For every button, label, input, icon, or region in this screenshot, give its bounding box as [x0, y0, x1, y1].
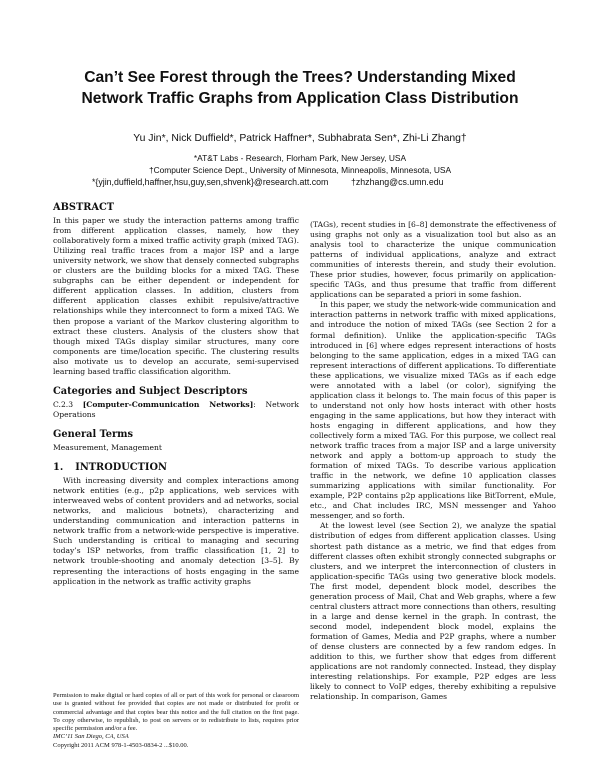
author-emails	[30, 177, 570, 189]
left-column	[53, 203, 299, 587]
terms-heading: General Terms	[53, 428, 134, 440]
categories-rest: : Network Operations	[53, 399, 300, 419]
categories-text	[53, 400, 299, 420]
categories-code: C.2.3	[53, 399, 74, 409]
affiliation-umn: †Computer Science Dept., University of Minnesota, Minneapolis, Minnesota, USA	[148, 165, 452, 175]
paper-title-line-1: Can’t See Forest through the Trees? Understanding Mixed	[84, 69, 516, 86]
copyright-text: Copyright 2011 ACM 978-1-4503-0834-2 ...$10.00.	[53, 741, 189, 749]
abstract-heading: ABSTRACT	[53, 202, 115, 213]
intro-title: INTRODUCTION	[75, 462, 167, 474]
intro-number: 1.	[53, 462, 64, 474]
permission-text: Permission to make digital or hard copies of all or part of this work for personal or classroom use is granted without fee provided that copies are not made or distributed for profit or commercial advantage and that copies bear this notice and the full citation on the first page. To copy otherwise, to republish, to post on servers or to redistribute to lists, requires prior specific permission and/or a fee.	[53, 692, 299, 733]
email-att: *{yjin,duffield,haffner,hsu,guy,sen,shvenk}@research.att.com	[92, 177, 329, 187]
intro-text: With increasing diversity and complex interactions among network entities (e.g., p2p applications, web services with interweaved webs of content providers and ad networks, social networks, and malicious botnets), characterizing and understanding communication and interaction patterns in network traffic from a network-wide perspective is imperative. Such understanding is critical to managing and securing today’s ISP networks, from traffic classification [1, 2] to network trouble-shooting and anomaly detection [3–5]. By representing the interactions of hosts engaging in the same application in the network as traffic activity graphs	[53, 476, 299, 586]
affiliation-att: *AT&T Labs - Research, Florham Park, New Jersey, USA	[193, 153, 407, 163]
right-paragraph-1: (TAGs), recent studies in [6–8] demonstrate the effectiveness of using graphs not only as a visualization tool but also as an analysis tool to characterize the unique communication patterns of individual applications, analyze and extract communities of interests therein, and study their evolution. These prior studies, however, focus primarily on application-specific TAGs, and thus presume that traffic from different applications can be separated a priori in some fashion.	[310, 220, 556, 300]
venue-text: IMC’11 San Diego, CA, USA	[53, 733, 129, 741]
categories-bold: [Computer-Communication Networks]	[82, 399, 254, 409]
right-column	[310, 220, 556, 702]
right-paragraph-3: At the lowest level (see Section 2), we analyze the spatial distribution of edges from different application classes. Using shortest path distance as a metric, we find that edges from different classes often exhibit strongly connected subgraphs or clusters, and we interpret the interconnection of clusters in application-specific TAGs using two generative block models. The first model, dependent block model, describes the generation process of Mail, Chat and Web graphs, where a few central clusters attract more connections than others, resulting in a large and dense kernel in the graph. In contrast, the second model, independent block model, explains the formation of Games, Media and P2P graphs, where a number of dense clusters are connected by a few random edges. In addition to this, we further show that edges from different applications are not randomly connected. Instead, they display interesting relationships. For example, P2P edges are less likely to connect to VoIP edges, thereby exhibiting a repulsive relationship. In comparison, Games	[310, 521, 556, 702]
categories-heading: Categories and Subject Descriptors	[53, 385, 248, 397]
intro-heading	[53, 463, 299, 473]
email-umn: †zhzhang@cs.umn.edu	[351, 177, 444, 187]
terms-text: Measurement, Management	[53, 442, 162, 452]
abstract-text: In this paper we study the interaction patterns among traffic from different application classes, namely, how they collaboratively form a mixed traffic activity graph (mixed TAG). Utilizing real traffic traces from a major ISP and a large university network, we show that densely connected subgraphs or clusters are the building blocks for a mixed TAG. These subgraphs can be either dependent or independent for different application classes. In addition, clusters from different application classes exhibit repulsive/attractive relationships while they interconnect to form a mixed TAG. We then propose a variant of the Markov clustering algorithm to extract these clusters. Analysis of the clusters show that though mixed TAGs display similar structures, many core components are time/location specific. The clustering results also motivate us to develop an accurate, semi-supervised learning based traffic classification algorithm.	[53, 216, 299, 376]
paper-title-line-2: Network Traffic Graphs from Application Class Distribution	[81, 90, 519, 107]
author-list: Yu Jin*, Nick Duffield*, Patrick Haffner*, Subhabrata Sen*, Zhi-Li Zhang†	[133, 133, 467, 144]
right-paragraph-2: In this paper, we study the network-wide communication and interaction patterns in network traffic with mixed applications, and introduce the notion of mixed TAGs (see Section 2 for a formal definition). Unlike the application-specific TAGs introduced in [6] where edges represent interactions of hosts belonging to the same application, edges in a mixed TAG can represent interactions of different applications. To differentiate these applications, we visualize mixed TAGs as if each edge were annotated with a label (or color), signifying the application class it belongs to. The main focus of this paper is to understand not only how hosts interact with other hosts engaging in the same applications, but how they interact with hosts engaging in different applications, and how they collectively form a mixed TAG. For this purpose, we collect real network traffic traces from a major ISP and a large university network and apply a bottom-up approach to study the formation of mixed TAGs. To describe various application traffic in the network, we define 10 application classes summarizing applications with similar functionality. For example, P2P contains p2p applications like BitTorrent, eMule, etc., and Chat includes IRC, MSN messenger and Yahoo messenger, and so forth.	[310, 300, 556, 521]
permission-footnote	[53, 692, 299, 750]
